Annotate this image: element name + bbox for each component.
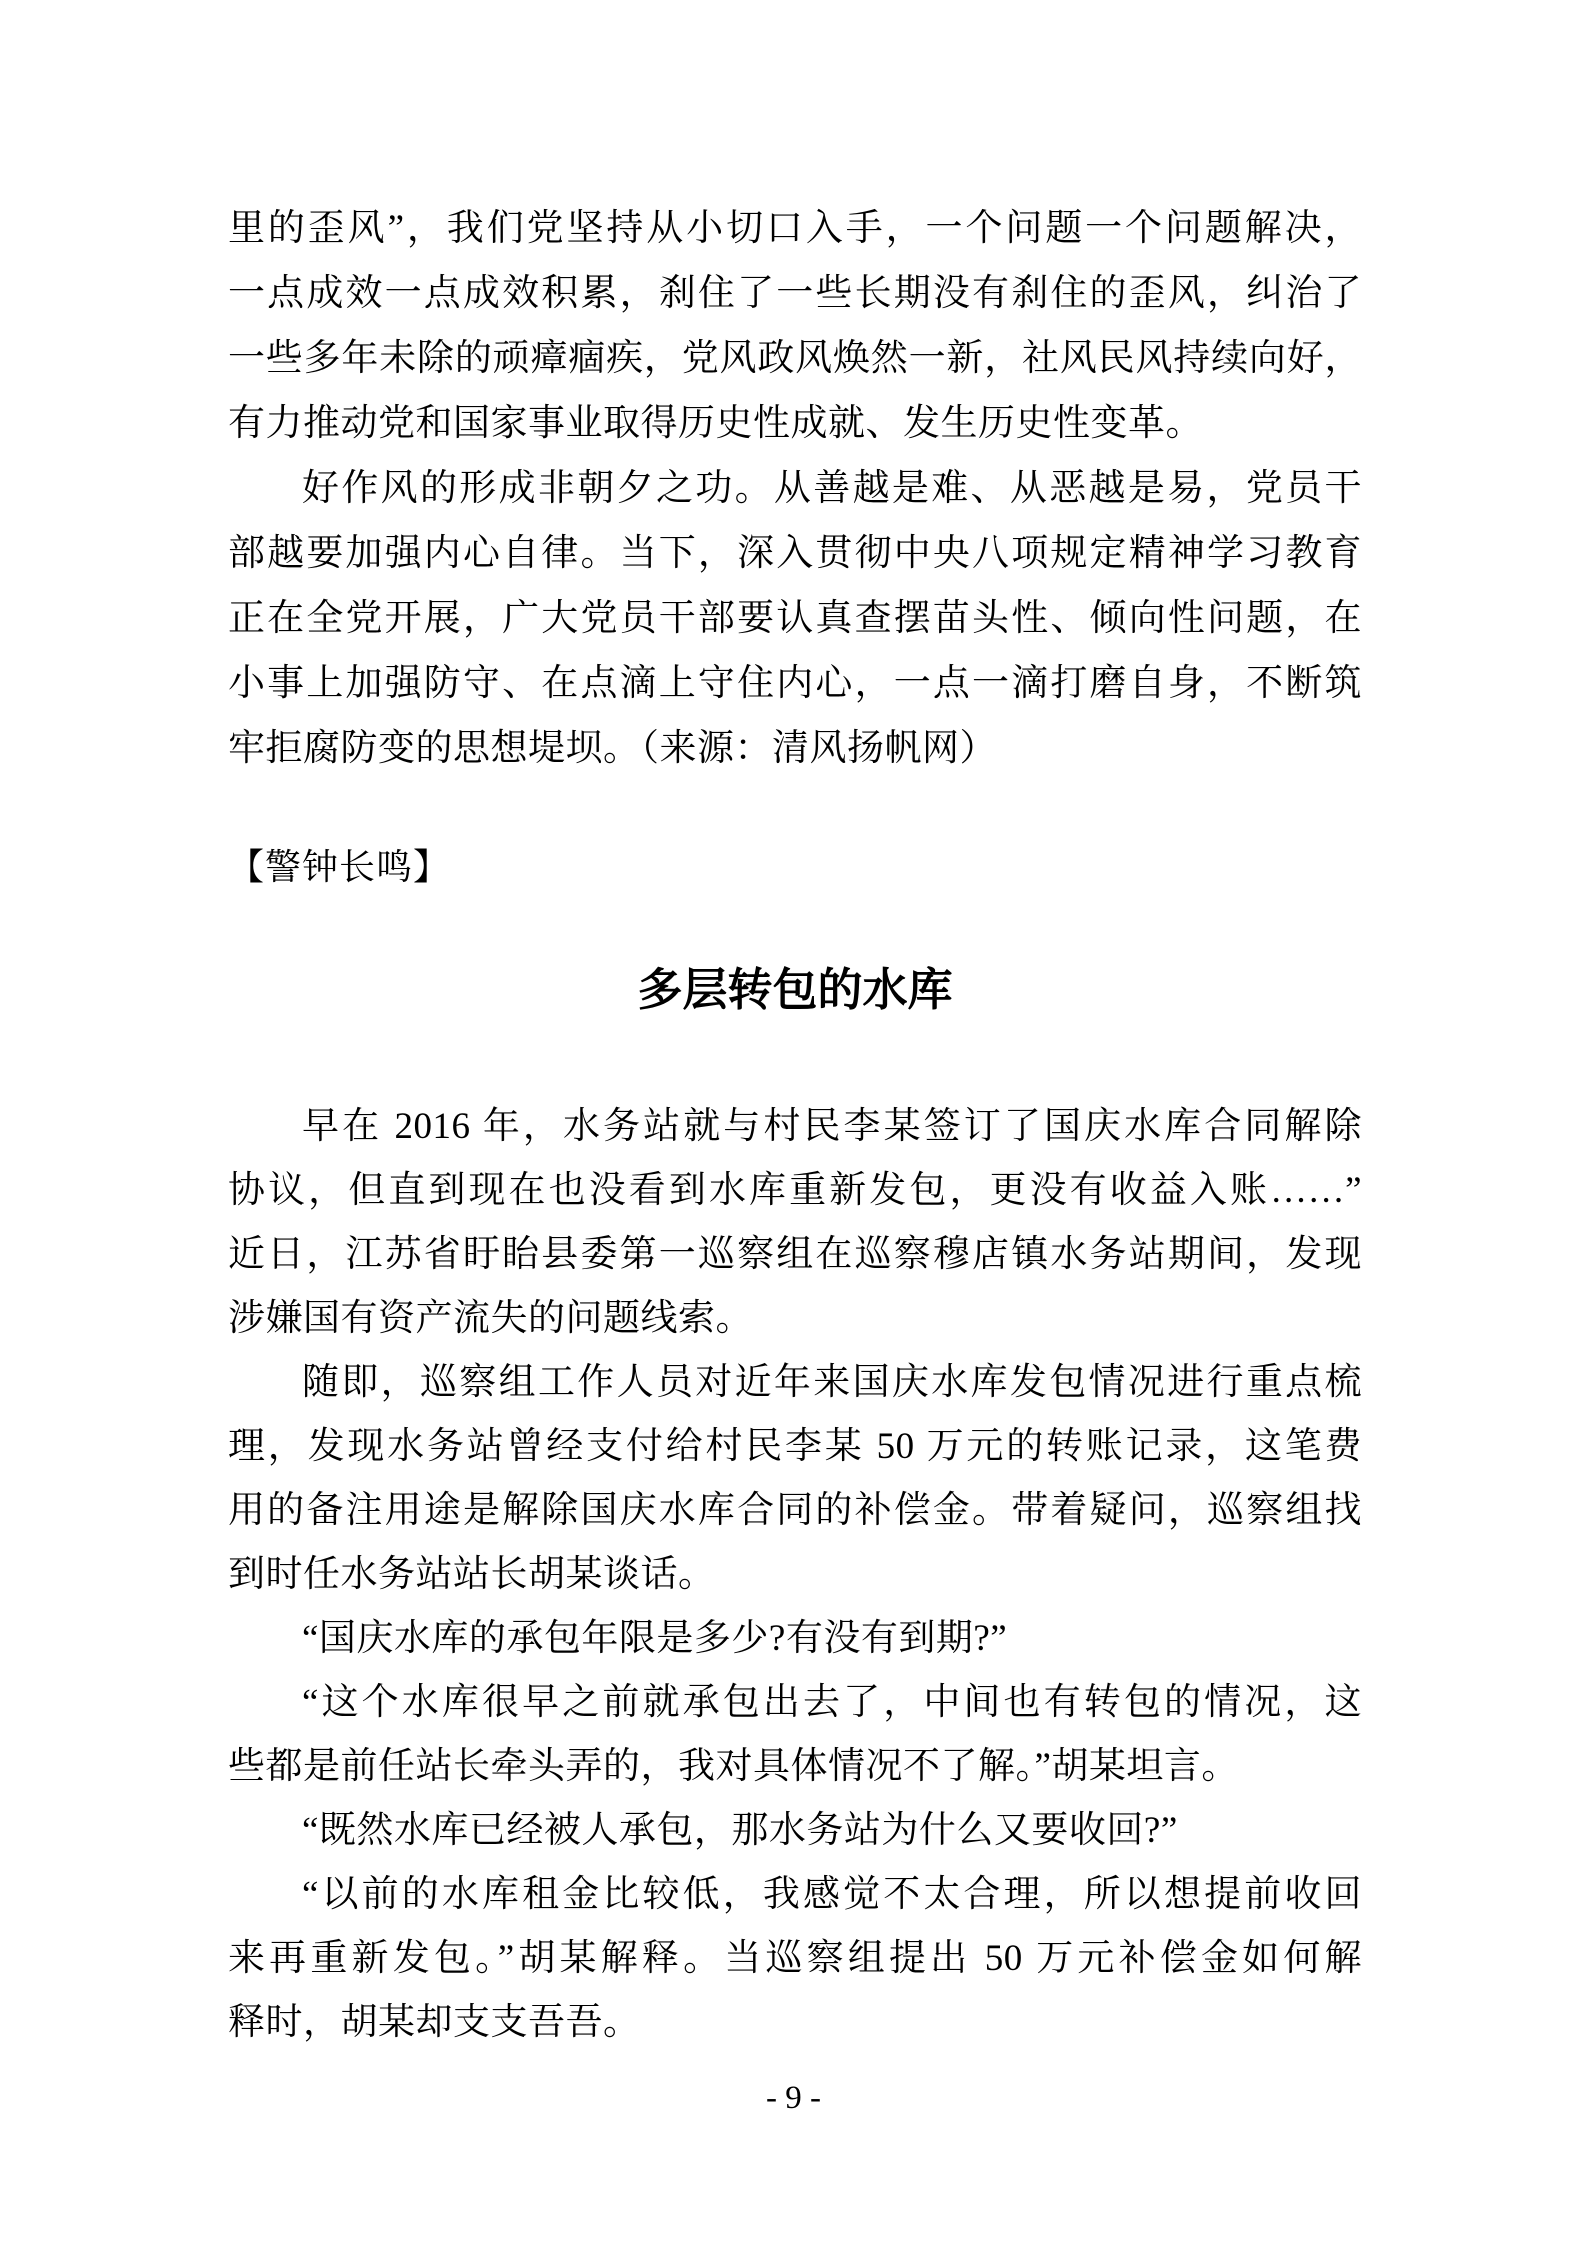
text-line: “国庆水库的承包年限是多少?有没有到期?” bbox=[302, 1618, 1008, 1659]
text-line: 部越要加强内心自律。当下，深入贯彻中央八项规定精神学习教育 bbox=[228, 533, 1362, 574]
article-body bbox=[228, 1095, 1362, 2055]
text-line: “既然水库已经被人承包，那水务站为什么又要收回?” bbox=[302, 1810, 1178, 1851]
text-line: 涉嫌国有资产流失的问题线索。 bbox=[228, 1298, 753, 1339]
intro-paragraphs bbox=[228, 196, 1362, 781]
text-line: 好作风的形成非朝夕之功。从善越是难、从恶越是易，党员干 bbox=[302, 468, 1362, 509]
article-title: 多层转包的水库 bbox=[637, 965, 953, 1015]
text-line: 有力推动党和国家事业取得历史性成就、发生历史性变革。 bbox=[228, 403, 1203, 444]
text-line: 释时，胡某却支支吾吾。 bbox=[228, 2002, 641, 2043]
text-line: 协议，但直到现在也没看到水库重新发包，更没有收益入账……” bbox=[228, 1170, 1362, 1211]
text-line: 到时任水务站站长胡某谈话。 bbox=[228, 1554, 716, 1595]
text-line: 里的歪风”，我们党坚持从小切口入手，一个问题一个问题解决， bbox=[228, 208, 1362, 249]
text-line: 早在 2016 年，水务站就与村民李某签订了国庆水库合同解除 bbox=[302, 1106, 1362, 1147]
text-line: 牢拒腐防变的思想堤坝。（来源：清风扬帆网） bbox=[228, 728, 997, 769]
page-content bbox=[228, 196, 1362, 2055]
page-number: - 9 - bbox=[766, 2080, 821, 2116]
text-line: 一点成效一点成效积累，刹住了一些长期没有刹住的歪风，纠治了 bbox=[228, 273, 1362, 314]
text-line: 正在全党开展，广大党员干部要认真查摆苗头性、倾向性问题，在 bbox=[228, 598, 1362, 639]
section-heading: 【警钟长鸣】 bbox=[228, 847, 451, 887]
text-line: 些都是前任站长牵头弄的，我对具体情况不了解。”胡某坦言。 bbox=[228, 1746, 1239, 1787]
text-line: 来再重新发包。”胡某解释。当巡察组提出 50 万元补偿金如何解 bbox=[228, 1938, 1362, 1979]
text-line: “这个水库很早之前就承包出去了，中间也有转包的情况，这 bbox=[302, 1682, 1362, 1723]
text-line: 理，发现水务站曾经支付给村民李某 50 万元的转账记录，这笔费 bbox=[228, 1426, 1362, 1467]
text-line: “以前的水库租金比较低，我感觉不太合理，所以想提前收回 bbox=[302, 1874, 1362, 1915]
text-line: 随即，巡察组工作人员对近年来国庆水库发包情况进行重点梳 bbox=[302, 1362, 1362, 1403]
text-line: 近日，江苏省盱眙县委第一巡察组在巡察穆店镇水务站期间，发现 bbox=[228, 1234, 1362, 1275]
text-line: 一些多年未除的顽瘴痼疾，党风政风焕然一新，社风民风持续向好， bbox=[228, 338, 1362, 379]
text-line: 用的备注用途是解除国庆水库合同的补偿金。带着疑问，巡察组找 bbox=[228, 1490, 1362, 1531]
text-line: 小事上加强防守、在点滴上守住内心，一点一滴打磨自身，不断筑 bbox=[228, 663, 1362, 704]
